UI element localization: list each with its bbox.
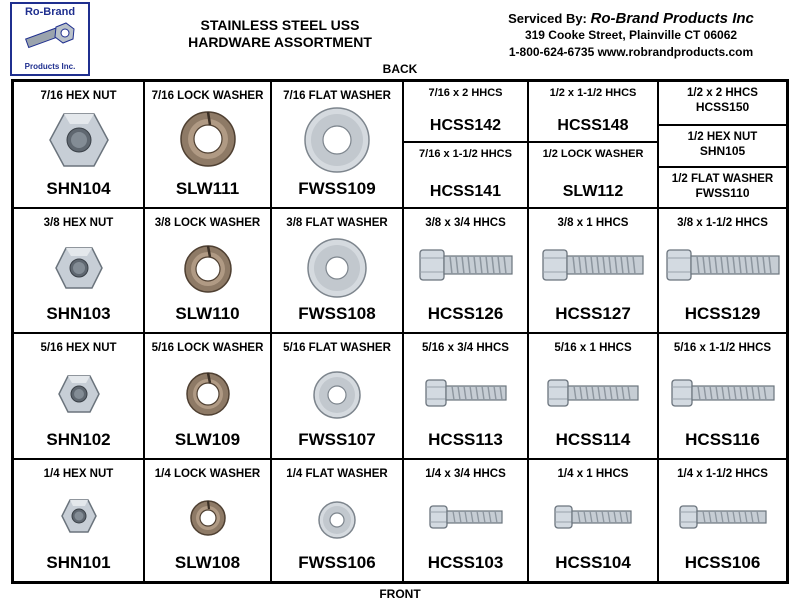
bin-label: 1/2 x 2 HHCS [687, 87, 758, 99]
bin-label: 1/2 HEX NUT [687, 131, 758, 143]
bin-label: 3/8 FLAT WASHER [286, 217, 388, 229]
bin-cell[interactable] [271, 333, 403, 459]
bin-label: 1/2 LOCK WASHER [542, 148, 644, 160]
bin-label: 7/16 x 2 HHCS [428, 87, 503, 99]
bin-label: 3/8 x 1 HHCS [557, 217, 629, 229]
bin-label: 5/16 LOCK WASHER [151, 342, 264, 354]
bin-cell[interactable] [658, 125, 787, 167]
bin-cell[interactable] [271, 208, 403, 333]
bin-cell[interactable] [528, 142, 658, 208]
hex-bolt-icon [546, 378, 640, 413]
bin-code: HCSS148 [557, 117, 629, 134]
flat-washer-icon [301, 106, 373, 179]
bin-cell[interactable] [144, 459, 271, 582]
bin-label: 7/16 LOCK WASHER [151, 90, 264, 102]
bin-label: 1/4 x 1-1/2 HHCS [677, 468, 768, 480]
bin-label: 7/16 HEX NUT [40, 90, 117, 102]
address: 319 Cooke Street, Plainville CT 06062 [524, 28, 738, 42]
bin-label: 3/8 x 1-1/2 HHCS [677, 217, 768, 229]
serviced-by-prefix: Serviced By: [508, 11, 587, 26]
bin-cell[interactable] [144, 208, 271, 333]
bin-code: HCSS129 [684, 304, 761, 323]
hex-bolt-icon [418, 247, 514, 288]
bin-code: SLW109 [174, 430, 241, 449]
lock-washer-icon [184, 370, 232, 423]
bin-label: 5/16 HEX NUT [40, 342, 117, 354]
bolt-logo-icon [20, 21, 80, 57]
bin-cell[interactable] [403, 81, 528, 142]
bin-code: HCSS113 [428, 430, 503, 449]
bin-cell[interactable] [658, 459, 787, 582]
flat-washer-icon [317, 500, 357, 545]
bin-code: SLW111 [175, 179, 240, 198]
bin-code: FWSS106 [298, 553, 376, 572]
bin-cell[interactable] [528, 333, 658, 459]
bin-label: 1/4 LOCK WASHER [154, 468, 261, 480]
bin-label: 3/8 x 3/4 HHCS [425, 217, 506, 229]
back-label: BACK [382, 62, 418, 76]
bin-cell[interactable] [528, 81, 658, 142]
bin-label: 5/16 FLAT WASHER [283, 342, 391, 354]
serviced-by [466, 10, 796, 27]
bin-code: HCSS142 [429, 117, 502, 134]
bin-cell[interactable] [528, 459, 658, 582]
hex-nut-icon [57, 374, 101, 419]
bin-code: HCSS116 [685, 430, 760, 449]
bin-label: 1/4 FLAT WASHER [286, 468, 388, 480]
bin-cell[interactable] [658, 81, 787, 125]
page-title-line-1: STAINLESS STEEL USS [200, 17, 360, 33]
bin-label: 1/4 x 1 HHCS [557, 468, 629, 480]
hex-nut-icon [48, 110, 110, 175]
bin-label: 1/4 x 3/4 HHCS [425, 468, 506, 480]
front-label: FRONT [379, 587, 421, 601]
bin-cell[interactable] [13, 81, 144, 208]
hex-bolt-icon [670, 378, 776, 413]
bin-label: 3/8 HEX NUT [43, 217, 114, 229]
bin-label: 5/16 x 3/4 HHCS [422, 342, 509, 354]
hex-bolt-icon [553, 504, 633, 535]
bin-label: 1/2 x 1-1/2 HHCS [549, 87, 637, 99]
lock-washer-icon [177, 109, 239, 174]
bin-cell[interactable] [403, 459, 528, 582]
page-title-line-2: HARDWARE ASSORTMENT [188, 34, 372, 50]
bin-code: SLW108 [174, 553, 241, 572]
logo-subtitle: Products Inc. [24, 62, 76, 71]
assortment-grid [11, 79, 789, 584]
hex-bolt-icon [665, 247, 781, 288]
bin-label: 1/4 HEX NUT [43, 468, 114, 480]
bin-cell[interactable] [658, 167, 787, 208]
flat-washer-icon [312, 370, 362, 425]
logo-name: Ro-Brand [24, 6, 76, 18]
hex-bolt-icon [541, 247, 645, 288]
bin-code: SHN103 [46, 304, 111, 323]
bin-code: HCSS104 [555, 553, 631, 572]
bin-code: SHN101 [46, 553, 111, 572]
contact-info: 1-800-624-6735 www.robrandproducts.com [508, 45, 754, 59]
bin-code: SLW112 [562, 183, 624, 200]
bin-cell[interactable] [528, 208, 658, 333]
bin-cell[interactable] [403, 333, 528, 459]
bin-cell[interactable] [658, 208, 787, 333]
hex-nut-icon [60, 498, 98, 539]
bin-code: HCSS141 [429, 183, 502, 200]
bin-code: HCSS126 [427, 304, 504, 323]
bin-label: 7/16 x 1-1/2 HHCS [419, 148, 512, 160]
bin-cell[interactable] [403, 208, 528, 333]
bin-cell[interactable] [13, 208, 144, 333]
bin-code: SLW110 [175, 304, 240, 323]
bin-cell[interactable] [271, 81, 403, 208]
bin-code: HCSS106 [684, 553, 761, 572]
bin-cell[interactable] [13, 459, 144, 582]
bin-label: 7/16 FLAT WASHER [283, 90, 391, 102]
serviced-by-brand: Ro-Brand Products Inc [590, 10, 754, 27]
bin-label: 5/16 x 1 HHCS [554, 342, 632, 354]
bin-code: HCSS114 [555, 430, 631, 449]
bin-cell[interactable] [13, 333, 144, 459]
bin-code: SHN104 [46, 179, 111, 198]
hex-bolt-icon [678, 504, 768, 535]
flat-washer-icon [306, 237, 368, 304]
company-logo [10, 2, 90, 76]
bin-cell[interactable] [271, 459, 403, 582]
bin-code: HCSS127 [555, 304, 631, 323]
bin-code: HCSS150 [695, 100, 750, 114]
bin-code: FWSS107 [298, 430, 376, 449]
bin-label: 3/8 LOCK WASHER [154, 217, 261, 229]
lock-washer-icon [188, 498, 228, 543]
bin-code: FWSS110 [695, 186, 750, 200]
bin-code: FWSS109 [298, 179, 376, 198]
bin-code: FWSS108 [298, 304, 376, 323]
bin-code: HCSS103 [427, 553, 504, 572]
hex-nut-icon [54, 245, 104, 296]
bin-cell[interactable] [658, 333, 787, 459]
bin-label: 5/16 x 1-1/2 HHCS [673, 342, 772, 354]
lock-washer-icon [182, 243, 234, 300]
bin-cell[interactable] [403, 142, 528, 208]
bin-cell[interactable] [144, 81, 271, 208]
bin-code: SHN105 [699, 144, 746, 158]
bin-code: SHN102 [46, 430, 111, 449]
hex-bolt-icon [428, 504, 504, 535]
hex-bolt-icon [424, 378, 508, 413]
bin-cell[interactable] [144, 333, 271, 459]
bin-label: 1/2 FLAT WASHER [671, 173, 774, 185]
